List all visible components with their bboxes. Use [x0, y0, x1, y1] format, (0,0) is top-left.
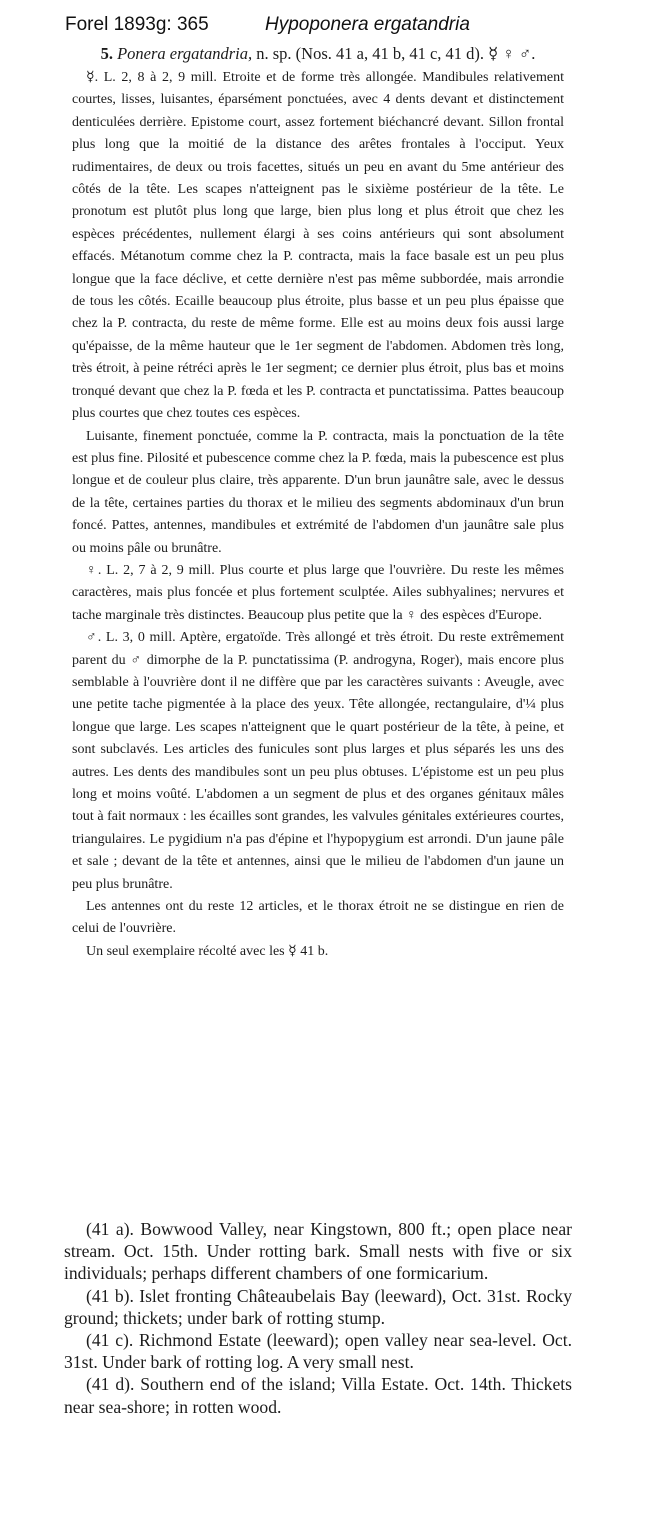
page-header — [65, 14, 625, 40]
localities-list — [64, 1218, 572, 1418]
worker-coloration: Luisante, finement ponctuée, comme la P. contracta, mais la ponctuation de la tête est plus fine. Pilosité et pubescence comme chez la P. fœda, mais la pubescence est plus longue et de couleur plus claire, très apparente. D'un brun jaunâtre sale, avec le dessus de la tête, certaines parties du thorax et le milieu des segments abdominaux d'un brun foncé. Pattes, antennes, mandibules et extrémité de l'abdomen d'un jaunâtre sale plus ou moins pâle ou brunâtre. — [72, 428, 564, 556]
citation: Forel 1893g: 365 — [65, 14, 209, 35]
species-title — [72, 43, 564, 65]
species-name: Ponera ergatandria, — [117, 44, 253, 63]
male-antennae-note: Les antennes ont du reste 12 articles, et le thorax étroit ne se distingue en rien de celui de l'ouvrière. — [72, 899, 564, 937]
taxon-name: Hypoponera ergatandria — [265, 14, 470, 35]
queen-description: ♀. L. 2, 7 à 2, 9 mill. Plus courte et plus large que l'ouvrière. Du reste les mêmes caractères, mais plus foncée et plus fortement sculptée. Ailes subhyalines; nervures et tache marginale très distinctes. Beaucoup plus petite que la ♀ des espèces d'Europe. — [72, 562, 564, 623]
locality-entry: (41 a). Bowwood Valley, near Kingstown, 800 ft.; open place near stream. Oct. 15th. Under rotting bark. Small nests with five or six individuals; perhaps different chambers of one formicarium. — [64, 1219, 572, 1284]
locality-entry: (41 c). Richmond Estate (leeward); open valley near sea-level. Oct. 31st. Under bark of rotting log. A very small nest. — [64, 1330, 572, 1373]
specimen-note: Un seul exemplaire récolté avec les ☿ 41 b. — [86, 943, 329, 959]
description-text — [72, 43, 564, 963]
locality-entry: (41 b). Islet fronting Châteaubelais Bay (leeward), Oct. 31st. Rocky ground; thickets; under bark of rotting stump. — [64, 1285, 572, 1328]
species-number: 5. — [100, 44, 113, 63]
species-title-rest: n. sp. (Nos. 41 a, 41 b, 41 c, 41 d). ☿ ♀ ♂. — [256, 44, 536, 63]
worker-description: ☿. L. 2, 8 à 2, 9 mill. Etroite et de forme très allongée. Mandibules relativement courtes, lisses, luisantes, éparsément ponctuées, avec 4 dents devant et distinctement denticulées derrière. Epistome court, assez fortement biéchancré devant. Sillon frontal plus long que la moitié de la distance des arêtes frontales à l'occiput. Yeux rudimentaires, de deux ou trois facettes, situés un peu en avant du 5me antérieur des côtés de la tête. Les scapes n'atteignent pas le sixième postérieur de la tête. Le pronotum est plutôt plus long que large, bien plus long et plus étroit que chez les espèces précédentes, nullement élargi à ses coins antérieurs qui sont absolument effacés. Métanotum comme chez la P. contracta, mais la face basale est un peu plus longue que la face déclive, et cette dernière n'est pas même subbordée, mais arrondie de tous les côtés. Ecaille beaucoup plus étroite, plus basse et un peu plus épaisse que chez la P. contracta, du reste de même forme. Elle est au moins deux fois aussi large qu'épaisse, de la même hauteur que le 1er segment de l'abdomen. Abdomen très long, très étroit, à peine rétréci après le 1er segment; ce dernier plus étroit, plus bas et moins tronqué devant que chez la P. fœda et les P. contracta et punctatissima. Pattes beaucoup plus courtes que chez toutes ces espèces. — [72, 70, 564, 422]
male-description: ♂. L. 3, 0 mill. Aptère, ergatoïde. Très allongé et très étroit. Du reste extrêmement parent du ♂ dimorphe de la P. punctatissima (P. androgyna, Roger), mais encore plus semblable à l'ouvrière dont il ne diffère que par les caractères suivants : Aveugle, avec une petite tache pigmentée à la place des yeux. Tête allongée, rectangulaire, d'¼ plus longue que large. Les scapes n'atteignent que le quart postérieur de la tête, à peine, et sont subclavés. Les articles des funicules sont plus larges et plus séparés les uns des autres. Les dents des mandibules sont un peu plus obtuses. L'épistome est un peu plus long et moins voûté. L'abdomen a un segment de plus et des organes génitaux mâles tout à fait normaux : les écailles sont grandes, les valvules génitales extérieures courtes, triangulaires. Le pygidium n'a pas d'épine et l'hypopygium est arrondi. D'un jaune pâle et sale ; devant de la tête et antennes, ainsi que le milieu de l'abdomen d'un jaune un peu plus brunâtre. — [72, 630, 564, 892]
locality-entry: (41 d). Southern end of the island; Villa Estate. Oct. 14th. Thickets near sea-shore; in rotten wood. — [64, 1374, 572, 1417]
